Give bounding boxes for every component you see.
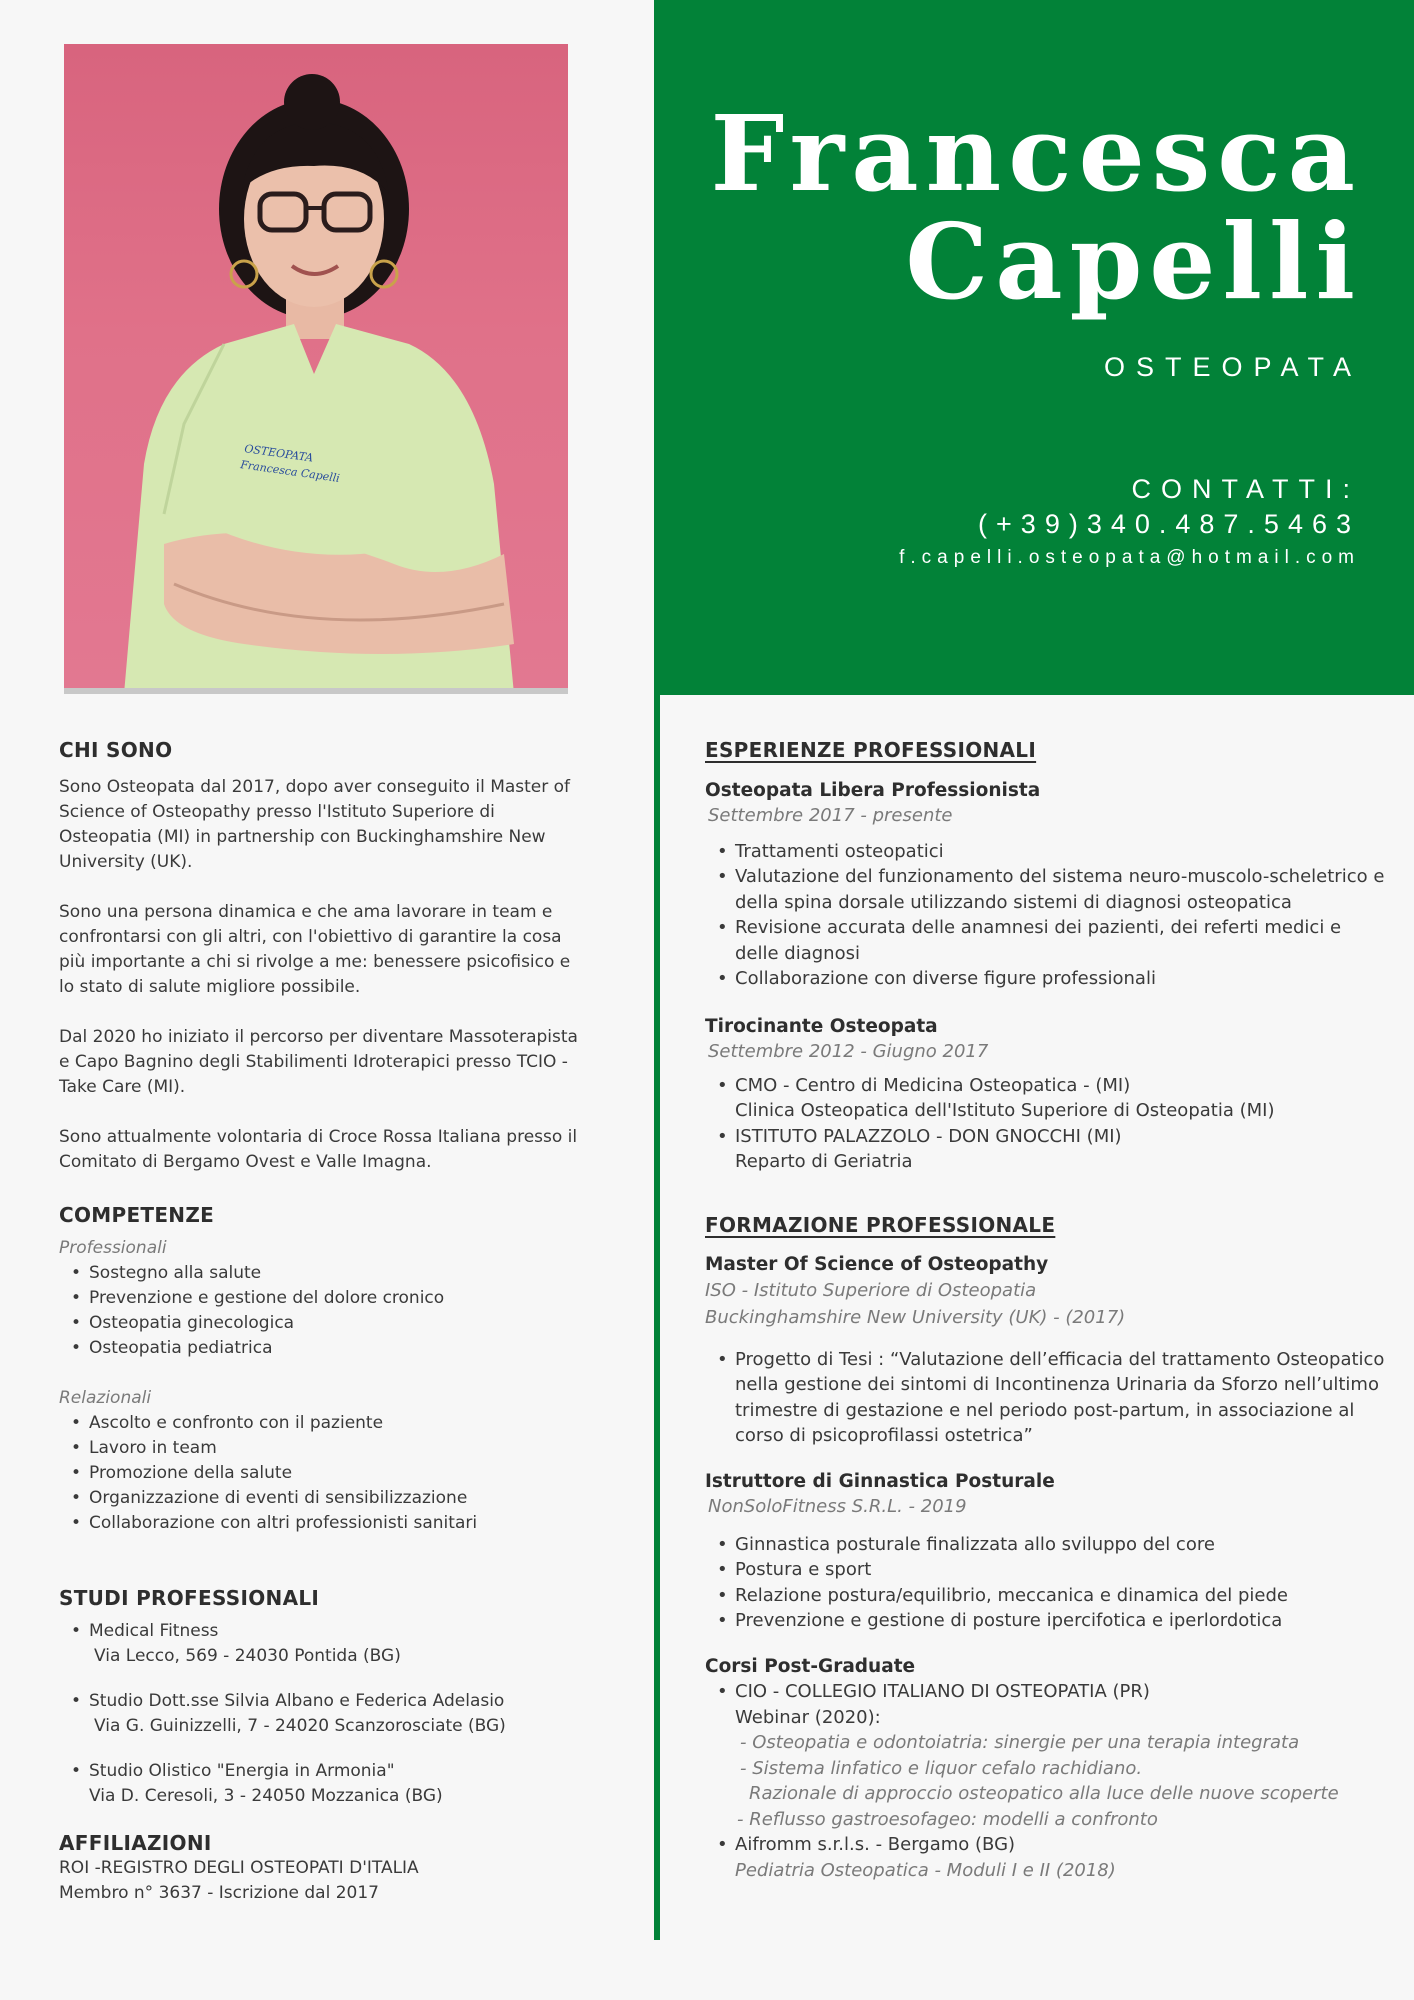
course-period: NonSoloFitness S.R.L. - 2019 [708,1496,967,1517]
institution: Buckinghamshire New University (UK) - (2017) [705,1307,1126,1328]
course-title: Master Of Science of Osteopathy [705,1254,1049,1275]
column-divider [654,0,660,1940]
thesis-list [705,1347,1385,1449]
studio-name: • Studio Dott.sse Silvia Albano e Federica Adelasio [89,1691,505,1711]
studio-address: Via D. Ceresoli, 3 - 24050 Mozzanica (BG) [89,1786,443,1806]
list-item: • Prevenzione e gestione di posture ipercifotica e iperlordotica [705,1608,1385,1634]
left-column [59,738,579,1906]
studio-item [59,1689,579,1739]
list-item: • Collaborazione con altri professionisti sanitari [59,1511,579,1536]
internship-list [705,1124,1385,1150]
bio-paragraph: Dal 2020 ho iniziato il percorso per diventare Massoterapista e Capo Bagnino degli Stabilimenti Idroterapici presso TCIO - Take Care (MI). [59,1027,578,1097]
course-title: Istruttore di Ginnastica Posturale [705,1470,1055,1492]
list-item: • Valutazione del funzionamento del sistema neuro-muscolo-scheletrico e della spina dorsale utilizzando sistemi di diagnosi osteopatica [705,864,1385,915]
studios-list [59,1619,579,1809]
email-address[interactable]: f.capelli.osteopata@hotmail.com [899,547,1360,568]
formazione-heading: FORMAZIONE PROFESSIONALE [705,1212,1056,1237]
list-item: • CIO - COLLEGIO ITALIANO DI OSTEOPATIA (PR) [705,1679,1385,1705]
profile-photo [64,44,568,694]
job-role: OSTEOPATA [1103,352,1362,382]
job-title: Tirocinante Osteopata [705,1015,938,1037]
list-item: • ISTITUTO PALAZZOLO - DON GNOCCHI (MI) [705,1124,1385,1150]
post-graduate-list [705,1679,1385,1705]
affiliazioni-heading: AFFILIAZIONI [59,1831,212,1855]
studio-name: • Medical Fitness [89,1621,219,1641]
course-topics-list [705,1532,1385,1634]
studio-address: Via G. Guinizzelli, 7 - 24020 Scanzorosciate (BG) [94,1716,506,1736]
webinar-item: - Sistema linfatico e liquor cefalo rachidiano. [740,1757,1143,1779]
bio-paragraph: Sono attualmente volontaria di Croce Rossa Italiana presso il Comitato di Bergamo Ovest e Valle Imagna. [59,1127,578,1172]
studio-item [59,1619,579,1669]
list-item: • Ginnastica posturale finalizzata allo sviluppo del core [705,1532,1385,1558]
studio-address: Via Lecco, 569 - 24030 Pontida (BG) [94,1646,401,1666]
list-item: • Relazione postura/equilibrio, meccanica e dinamica del piede [705,1583,1385,1609]
studio-item [59,1759,579,1809]
list-item-detail: Webinar (2020): [735,1706,881,1728]
contacts-label: CONTATTI: [1131,474,1360,504]
professionali-label: Professionali [59,1238,167,1258]
list-item: • Ascolto e confronto con il paziente [59,1411,579,1436]
bio-paragraph: Sono Osteopata dal 2017, dopo aver conseguito il Master of Science of Osteopathy presso l'Istituto Superiore di Osteopatia (MI) in partnership con Buckinghamshire New University (UK). [59,777,571,872]
portrait-illustration [64,44,568,694]
embroidery-text-1: OSTEOPATA [243,442,315,465]
list-item: • Revisione accurata delle anamnesi dei pazienti, dei referti medici e delle diagnosi [705,915,1385,966]
job-period: Settembre 2017 - presente [708,805,953,826]
competenze-heading: COMPETENZE [59,1203,215,1227]
person-name [710,92,1362,323]
list-item: • Trattamenti osteopatici [705,839,1385,865]
affiliation-line: ROI -REGISTRO DEGLI OSTEOPATI D'ITALIA [59,1858,419,1878]
professional-skills-list [59,1261,579,1361]
course-title: Corsi Post-Graduate [705,1655,916,1677]
contacts-block [899,472,1360,574]
job-title: Osteopata Libera Professionista [705,779,1041,801]
list-item: • Organizzazione di eventi di sensibilizzazione [59,1486,579,1511]
list-item: • Progetto di Tesi : “Valutazione dell’efficacia del trattamento Osteopatico nella gestione dei sintomi di Incontinenza Urinaria da Sforzo nell’ultimo trimestre di gestazione e nel periodo post-partum, in associazione al corso di psicoprofilassi ostetrica” [705,1347,1385,1449]
internship-list [705,1073,1385,1099]
esperienze-heading: ESPERIENZE PROFESSIONALI [705,738,1037,762]
post-graduate-list [705,1832,1385,1858]
list-item: • Aifromm s.r.l.s. - Bergamo (BG) [705,1832,1385,1858]
webinar-item: Razionale di approccio osteopatico alla luce delle nuove scoperte [749,1783,1339,1804]
list-item: • Collaborazione con diverse figure professionali [705,966,1385,992]
webinar-item: - Osteopatia e odontoiatria: sinergie per una terapia integrata [740,1732,1300,1753]
webinar-item: - Reflusso gastroesofageo: modelli a confronto [737,1808,1158,1830]
list-item: • Postura e sport [705,1557,1385,1583]
first-name: Francesca [710,92,1362,215]
studi-heading: STUDI PROFESSIONALI [59,1586,320,1610]
last-name: Capelli [905,200,1362,323]
list-item: • Prevenzione e gestione del dolore cronico [59,1286,579,1311]
job-duties-list [705,839,1385,992]
chi-sono-heading: CHI SONO [59,738,173,762]
list-item: • Osteopatia ginecologica [59,1311,579,1336]
list-item: • Osteopatia pediatrica [59,1336,579,1361]
list-item-detail: Reparto di Geriatria [735,1151,913,1172]
list-item-detail: Pediatria Osteopatica - Moduli I e II (2018) [735,1859,1116,1881]
list-item-detail: Clinica Osteopatica dell'Istituto Superiore di Osteopatia (MI) [735,1100,1275,1121]
institution: ISO - Istituto Superiore di Osteopatia [705,1279,1037,1301]
embroidery-text-2: Francesca Capelli [239,458,341,485]
list-item: • Promozione della salute [59,1461,579,1486]
list-item: • Lavoro in team [59,1436,579,1461]
affiliation-line: Membro n° 3637 - Iscrizione dal 2017 [59,1883,379,1903]
list-item: • Sostegno alla salute [59,1261,579,1286]
studio-name: • Studio Olistico "Energia in Armonia" [89,1761,395,1781]
bio-paragraph: Sono una persona dinamica e che ama lavorare in team e confrontarsi con gli altri, con l'obiettivo di garantire la cosa più importante a chi si rivolge a me: benessere psicofisico e lo stato di salute migliore possibile. [59,902,571,997]
right-column [705,738,1385,1883]
phone-number[interactable]: (+39)340.487.5463 [978,509,1360,539]
list-item: • CMO - Centro di Medicina Osteopatica - (MI) [705,1073,1385,1099]
job-period: Settembre 2012 - Giugno 2017 [708,1041,989,1062]
relational-skills-list [59,1411,579,1536]
relazionali-label: Relazionali [59,1388,152,1408]
